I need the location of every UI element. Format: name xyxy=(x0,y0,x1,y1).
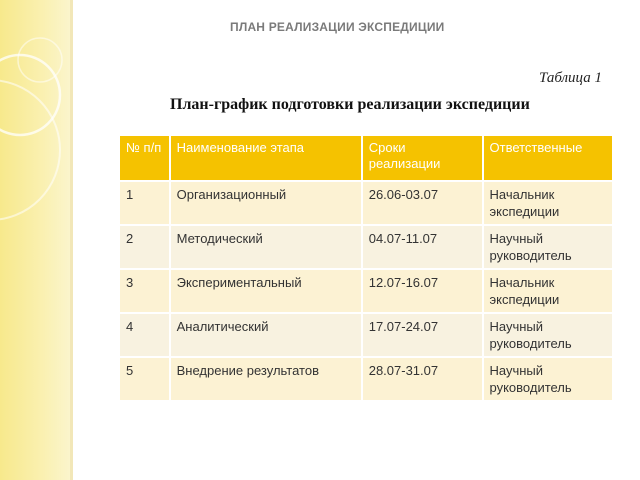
table-header-row xyxy=(120,136,613,181)
cell-number: 4 xyxy=(120,313,170,357)
cell-dates: 17.07-24.07 xyxy=(362,313,483,357)
table-number: Таблица 1 xyxy=(539,70,602,86)
cell-responsible: Начальник экспедиции xyxy=(483,269,614,313)
table-row xyxy=(120,313,613,357)
table-row xyxy=(120,269,613,313)
cell-stage: Организационный xyxy=(170,181,362,225)
decorative-side-band xyxy=(0,0,70,480)
cell-responsible: Научный руководитель xyxy=(483,225,614,269)
column-header-dates: Сроки реализации xyxy=(362,136,483,181)
cell-stage: Аналитический xyxy=(170,313,362,357)
table-title: План-график подготовки реализации экспедиции xyxy=(170,96,530,113)
decorative-circles xyxy=(0,0,70,480)
cell-responsible: Научный руководитель xyxy=(483,313,614,357)
cell-stage: Внедрение результатов xyxy=(170,357,362,400)
slide-header: ПЛАН РЕАЛИЗАЦИИ ЭКСПЕДИЦИИ xyxy=(230,20,445,34)
cell-dates: 28.07-31.07 xyxy=(362,357,483,400)
table-row xyxy=(120,181,613,225)
column-header-stage: Наименование этапа xyxy=(170,136,362,181)
table-row xyxy=(120,225,613,269)
cell-dates: 04.07-11.07 xyxy=(362,225,483,269)
cell-responsible: Начальник экспедиции xyxy=(483,181,614,225)
column-header-responsible: Ответственные xyxy=(483,136,614,181)
cell-dates: 12.07-16.07 xyxy=(362,269,483,313)
cell-number: 5 xyxy=(120,357,170,400)
cell-dates: 26.06-03.07 xyxy=(362,181,483,225)
table-row xyxy=(120,357,613,400)
cell-stage: Экспериментальный xyxy=(170,269,362,313)
cell-number: 3 xyxy=(120,269,170,313)
cell-stage: Методический xyxy=(170,225,362,269)
column-header-number: № п/п xyxy=(120,136,170,181)
plan-table xyxy=(120,136,614,400)
cell-responsible: Научный руководитель xyxy=(483,357,614,400)
cell-number: 1 xyxy=(120,181,170,225)
side-band-edge xyxy=(70,0,73,480)
cell-number: 2 xyxy=(120,225,170,269)
